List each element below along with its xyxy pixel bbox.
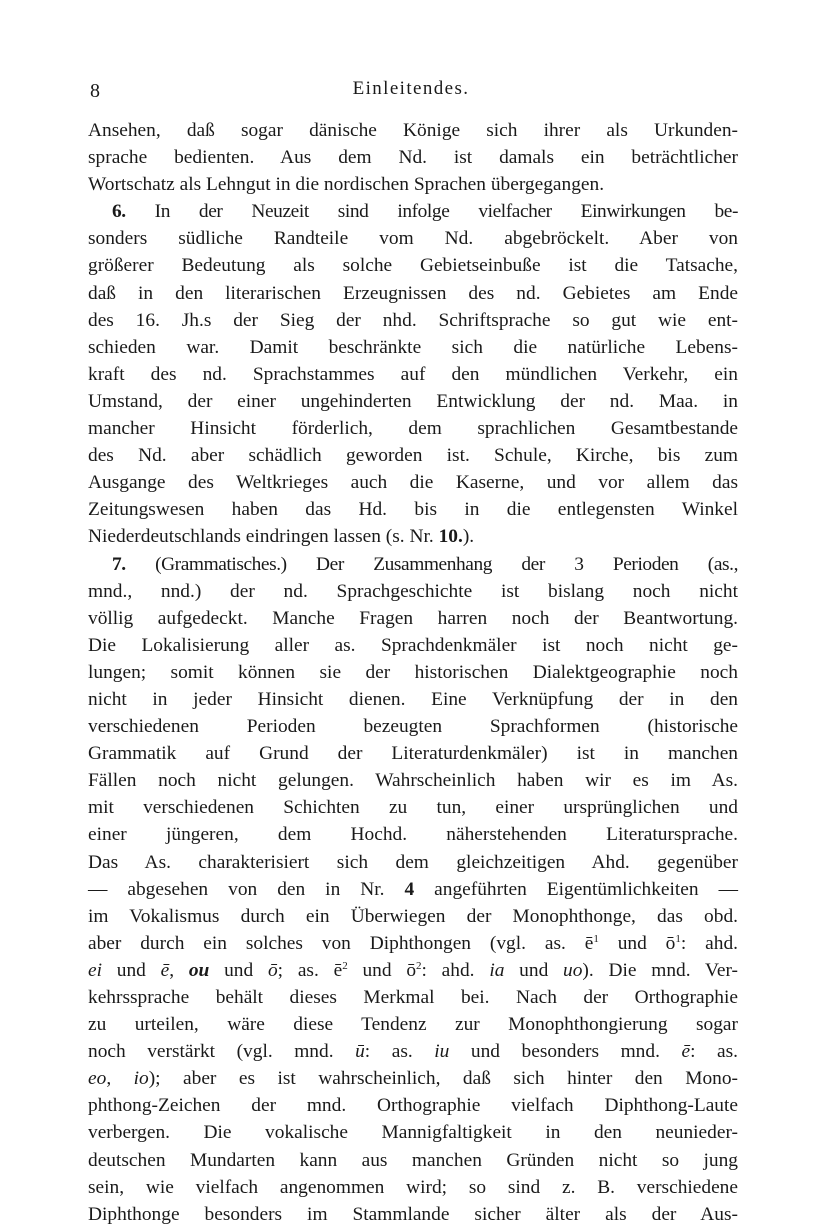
text-segment: und besonders mnd. [449, 1041, 682, 1063]
text-segment: sein, wie vielfach angenommen wird; so sind z. B. verschiedene [88, 1176, 738, 1198]
text-segment [189, 960, 209, 981]
text-segment: : ahd. [421, 959, 490, 981]
text-segment: In der Neuzeit sind infolge vielfacher Einwirkungen be- [125, 201, 738, 223]
text-segment: völlig aufgedeckt. Manche Fragen harren noch der Beantwortung. [88, 607, 738, 629]
text-line [88, 171, 738, 198]
text-segment: Das As. charakterisiert sich dem gleichzeitigen Ahd. gegenüber [88, 851, 738, 873]
text-line [88, 1038, 738, 1065]
text-segment: angeführten Eigentümlichkeiten — [414, 878, 738, 900]
text-segment: phthong-Zeichen der mnd. Orthographie vielfach Diphthong-Laute [88, 1095, 738, 1117]
text-segment: deutschen Mundarten kann aus manchen Gründen nicht so jung [88, 1149, 738, 1171]
text-line [88, 1092, 738, 1119]
text-segment: , [106, 1068, 134, 1090]
text-line [88, 388, 738, 415]
text-line [88, 821, 738, 848]
text-segment: ē [160, 959, 170, 981]
text-line [88, 740, 738, 767]
text-line [88, 984, 738, 1011]
text-line [88, 794, 738, 821]
text-segment: 10. [438, 526, 463, 548]
text-segment: , [169, 959, 189, 981]
text-line [88, 496, 738, 523]
text-segment: iu [434, 1041, 450, 1063]
text-segment: nicht in jeder Hinsicht dienen. Eine Verknüpfung der in den [88, 688, 738, 710]
text-segment: des Nd. aber schädlich geworden ist. Schule, Kirche, bis zum [88, 445, 738, 467]
text-segment: noch verstärkt (vgl. mnd. [88, 1041, 356, 1063]
text-line [88, 1147, 738, 1174]
text-segment: Niederdeutschlands eindringen lassen (s. Nr. [88, 526, 439, 548]
text-segment: ō [267, 959, 278, 981]
text-segment: 1 [593, 932, 599, 945]
text-line [88, 1011, 738, 1038]
text-line [88, 551, 738, 578]
text-segment: Zeitungswesen haben das Hd. bis in die entlegensten Winkel [88, 499, 738, 521]
text-segment: daß in den literarischen Erzeugnissen des nd. Gebietes am Ende [88, 282, 738, 304]
text-segment: Die Lokalisierung aller as. Sprachdenkmäler ist noch nicht ge- [88, 634, 738, 656]
text-line [88, 767, 738, 794]
text-segment-inner: ou [188, 959, 210, 981]
text-line [88, 686, 738, 713]
text-line [88, 930, 738, 957]
text-segment: 1 [675, 932, 681, 945]
page-number: 8 [90, 80, 100, 102]
text-line [88, 713, 738, 740]
text-segment: Wortschatz als Lehngut in die nordischen Sprachen übergegangen. [88, 174, 605, 196]
text-segment: mancher Hinsicht förderlich, dem sprachlichen Gesamtbestande [88, 418, 738, 440]
text-segment: lungen; somit können sie der historischen Dialektgeographie noch [88, 661, 738, 683]
text-segment: Ansehen, daß sogar dänische Könige sich ihrer als Urkunden- [88, 120, 738, 141]
text-line [88, 252, 738, 279]
text-segment: zu urteilen, wäre diese Tendenz zur Monophthongierung sogar [88, 1014, 738, 1036]
text-line [88, 578, 738, 605]
text-line [88, 903, 738, 930]
text-segment: kraft des nd. Sprachstammes auf den mündlichen Verkehr, ein [88, 363, 738, 385]
text-segment: ia [489, 959, 505, 981]
text-segment: Fällen noch nicht gelungen. Wahrscheinlich haben wir es im As. [88, 770, 738, 792]
text-segment: sprache bedienten. Aus dem Nd. ist damals ein beträchtlicher [88, 147, 738, 169]
text-segment: und ō [347, 959, 417, 981]
text-segment: ). Die mnd. Ver- [582, 959, 738, 981]
text-segment: — abgesehen von den in Nr. [88, 878, 405, 900]
text-line [88, 1065, 738, 1092]
page-header [86, 74, 736, 104]
text-segment: und [102, 959, 161, 981]
text-line [88, 469, 738, 496]
text-line [88, 225, 738, 252]
text-segment: und ō [598, 932, 676, 954]
text-segment: : as. [690, 1041, 739, 1063]
text-segment: kehrssprache behält dieses Merkmal bei. Nach der Orthographie [88, 987, 738, 1008]
text-line [88, 334, 738, 361]
text-segment: mnd., nnd.) der nd. Sprachgeschichte ist bislang noch nicht [88, 580, 738, 602]
text-segment: Grammatik auf Grund der Literaturdenkmäler) ist in manchen [88, 743, 738, 765]
text-segment: und [504, 959, 564, 981]
text-line [88, 307, 738, 334]
text-segment: ei [88, 959, 102, 981]
text-line [88, 1119, 738, 1146]
text-line [88, 198, 738, 225]
text-segment: : as. [364, 1041, 435, 1063]
text-segment: ū [355, 1041, 365, 1063]
text-line [88, 1201, 738, 1228]
text-line [88, 415, 738, 442]
text-segment: io [133, 1068, 149, 1090]
text-segment: 6. [112, 201, 126, 223]
text-line [88, 523, 738, 550]
text-segment: 2 [416, 959, 422, 972]
text-segment: aber durch ein solches von Diphthongen (vgl. as. ē [88, 932, 594, 954]
text-segment: Umstand, der einer ungehinderten Entwicklung der nd. Maa. in [88, 390, 738, 412]
body-text [88, 117, 738, 1228]
text-segment: und [209, 959, 268, 981]
text-line [88, 876, 738, 903]
text-segment: ; as. ē [277, 959, 343, 981]
text-segment: einer jüngeren, dem Hochd. näherstehenden Literatursprache. [88, 824, 738, 846]
text-line [88, 605, 738, 632]
text-segment: schieden war. Damit beschränkte sich die natürliche Lebens- [88, 336, 738, 358]
text-segment: ). [462, 526, 475, 548]
text-line [88, 361, 738, 388]
text-segment: 4 [404, 878, 415, 900]
text-segment: verschiedenen Perioden bezeugten Sprachformen (historische [88, 716, 738, 738]
text-line [88, 1174, 738, 1201]
text-segment: eo [88, 1068, 107, 1090]
text-segment: sonders südliche Randteile vom Nd. abgebröckelt. Aber von [88, 228, 738, 250]
text-line [88, 117, 738, 144]
text-line [88, 659, 738, 686]
text-segment: 7. [112, 553, 126, 575]
text-segment: verbergen. Die vokalische Mannigfaltigkeit in den neunieder- [88, 1122, 738, 1144]
text-line [88, 442, 738, 469]
text-line [88, 957, 738, 984]
running-title: Einleitendes. [352, 78, 470, 99]
text-segment: größerer Bedeutung als solche Gebietseinbuße ist die Tatsache, [88, 255, 738, 277]
text-segment: (Grammatisches.) Der Zusammenhang der 3 Perioden (as., [125, 553, 738, 575]
text-segment: ); aber es ist wahrscheinlich, daß sich hinter den Mono- [148, 1068, 738, 1090]
text-segment: ē [681, 1041, 691, 1063]
text-segment: des 16. Jh.s der Sieg der nhd. Schriftsprache so gut wie ent- [88, 309, 738, 331]
text-line [88, 632, 738, 659]
text-segment: 2 [342, 959, 348, 972]
text-segment: Ausgange des Weltkrieges auch die Kaserne, und vor allem das [88, 472, 738, 494]
text-segment: : ahd. [680, 932, 738, 954]
text-line [88, 280, 738, 307]
text-line [88, 849, 738, 876]
text-segment: mit verschiedenen Schichten zu tun, einer ursprünglichen und [88, 797, 738, 819]
text-segment: Diphthonge besonders im Stammlande sicher älter als der Aus- [88, 1203, 738, 1225]
text-segment: uo [563, 959, 583, 981]
text-line [88, 144, 738, 171]
text-segment: im Vokalismus durch ein Überwiegen der Monophthonge, das obd. [88, 905, 738, 927]
